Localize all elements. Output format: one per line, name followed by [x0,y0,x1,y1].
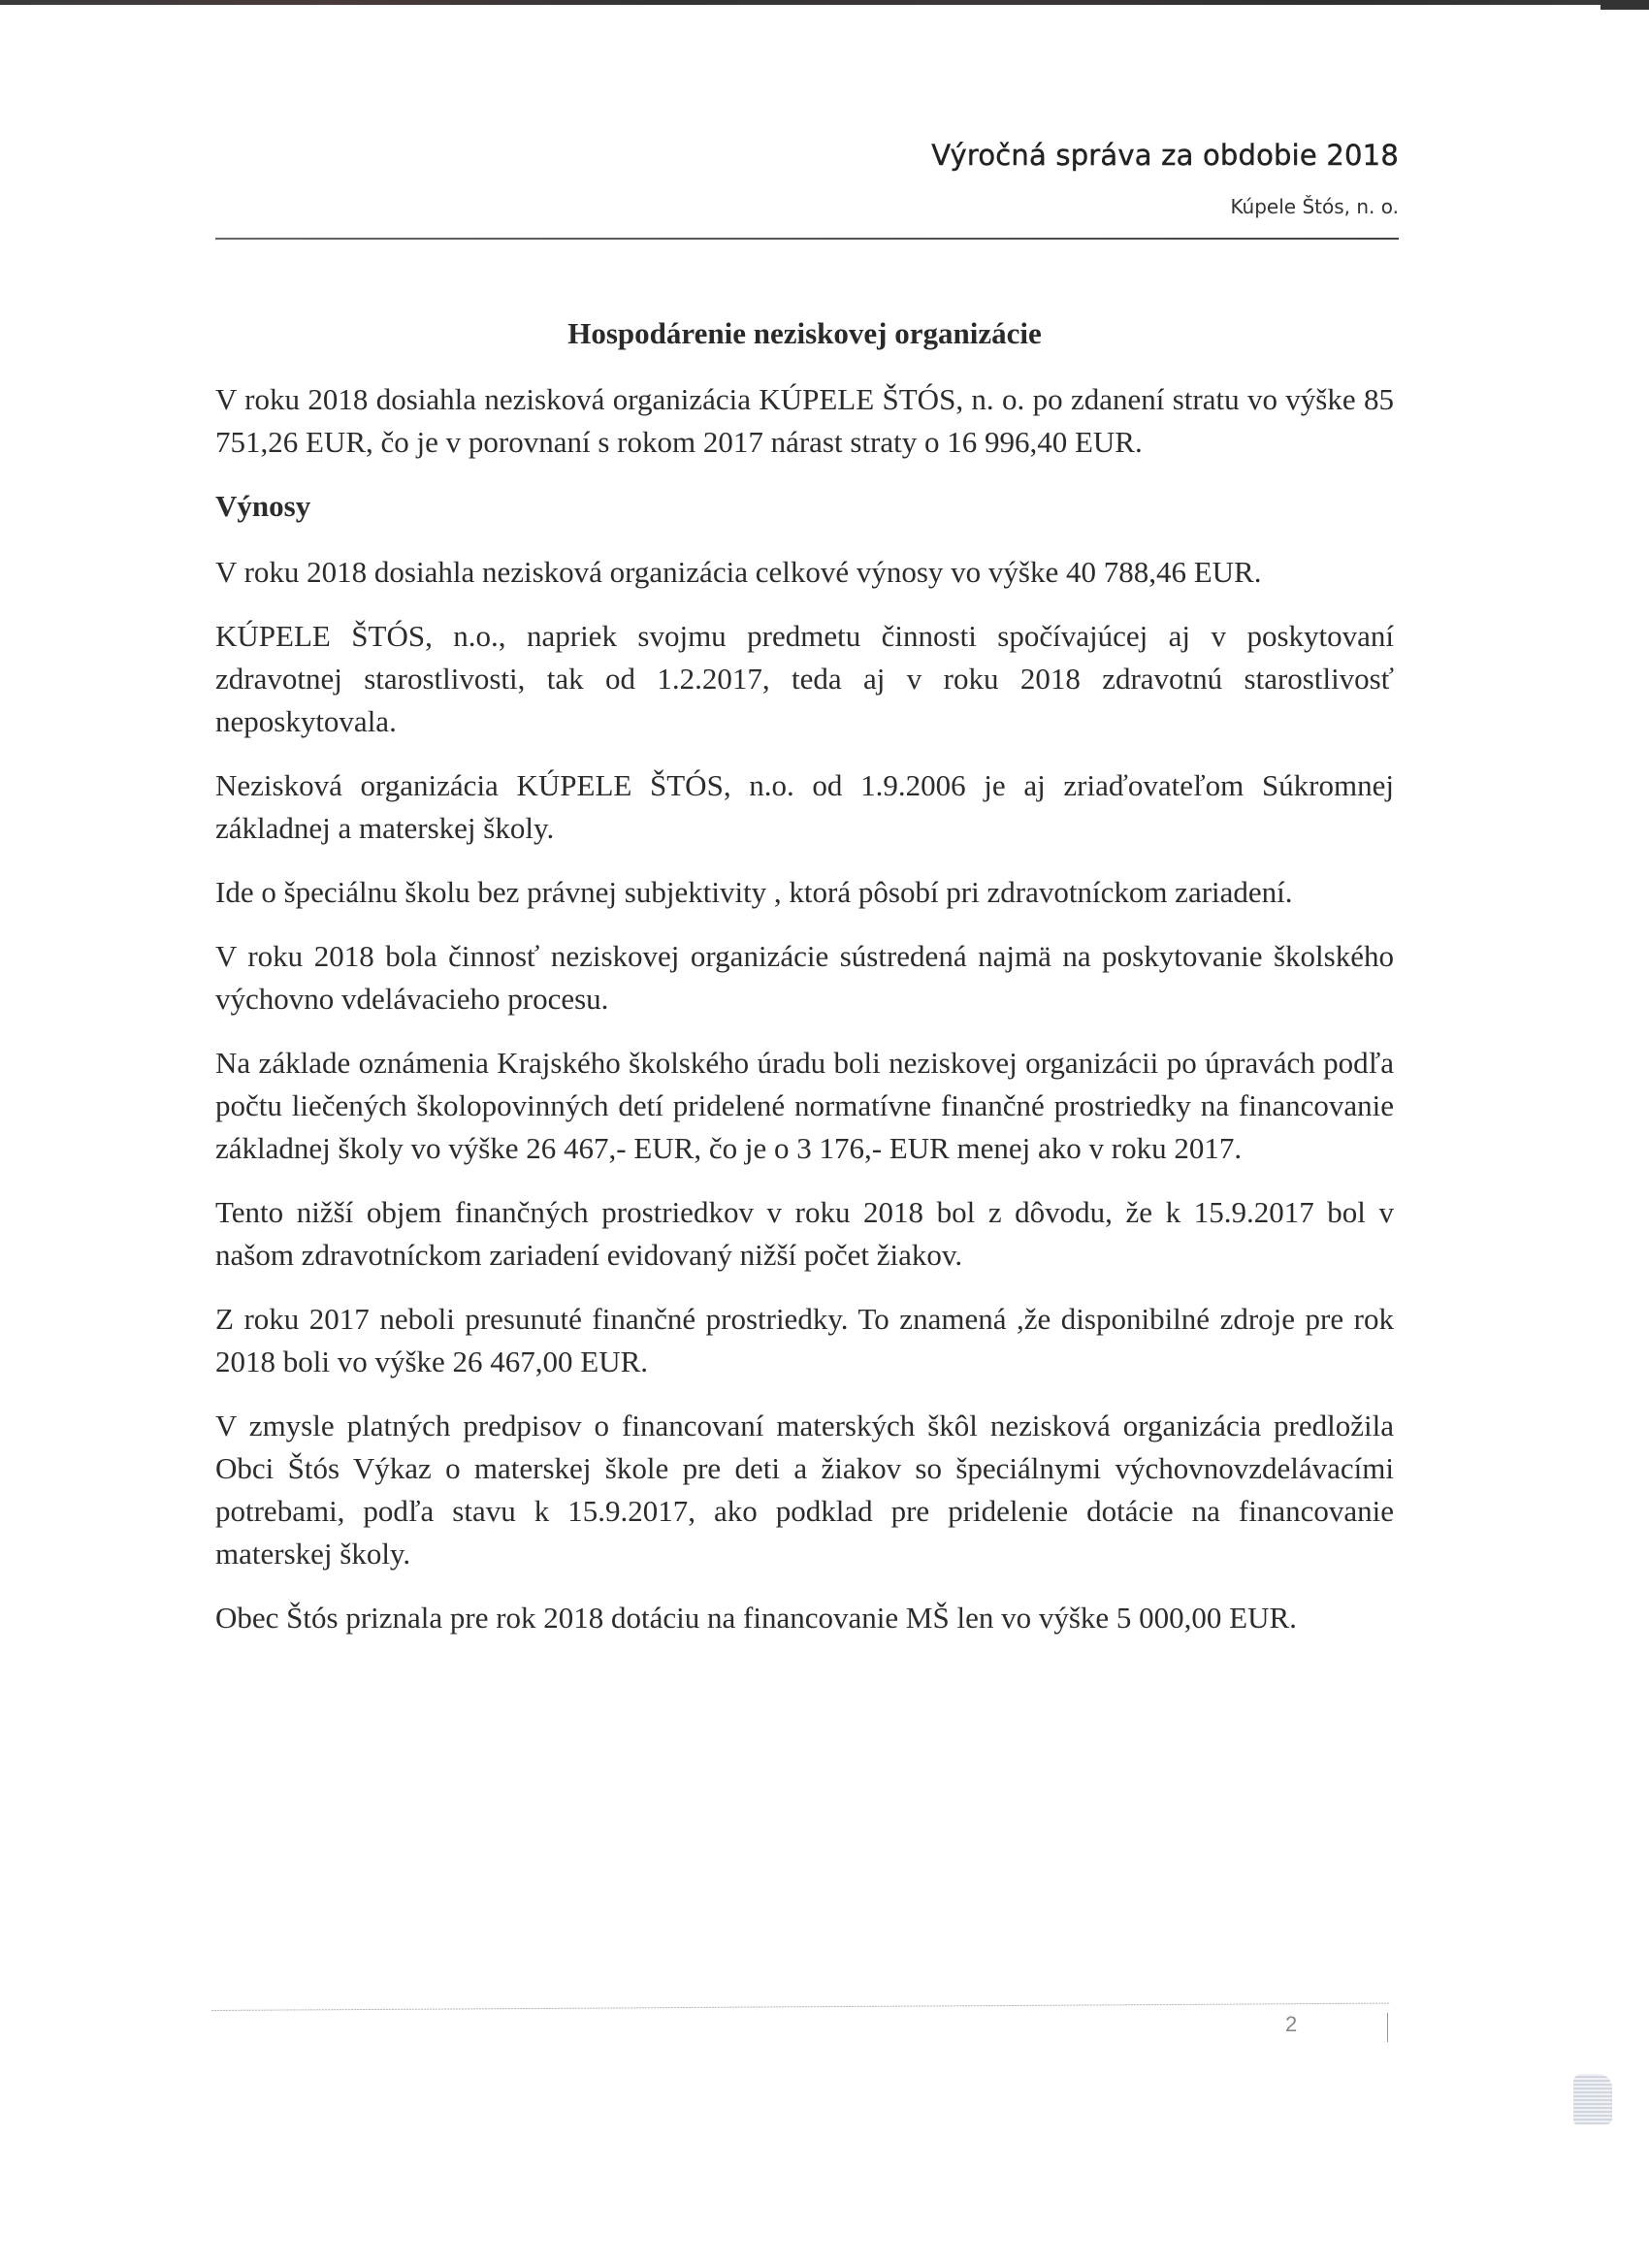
scan-artifact [1573,2074,1612,2124]
paragraph: KÚPELE ŠTÓS, n.o., napriek svojmu predmetu činnosti spočívajúcej aj v poskytovaní zdravotnej starostlivosti, tak od 1.2.2017, teda aj v roku 2018 zdravotnú starostlivosť neposkytovala. [215,619,1394,738]
document-body [215,312,1394,1661]
header-divider [215,238,1399,240]
page-number-bar [1387,2013,1388,2042]
paragraph: V roku 2018 dosiahla nezisková organizácia celkové výnosy vo výške 40 788,46 EUR. [215,555,1262,589]
paragraph: Na základe oznámenia Krajského školského úradu boli neziskovej organizácii po úpravách podľa počtu liečených školopovinných detí pridelené normatívne finančné prostriedky na financovanie základnej školy vo výške 26 467,- EUR, čo je o 3 176,- EUR menej ako v roku 2017. [215,1046,1394,1165]
paragraph: Z roku 2017 neboli presunuté finančné prostriedky. To znamená ,že disponibilné zdroje pre rok 2018 boli vo výške 26 467,00 EUR. [215,1302,1394,1378]
revenues-heading: Výnosy [215,489,311,523]
section-title: Hospodárenie neziskovej organizácie [567,316,1042,350]
report-title: Výročná správa za obdobie 2018 [931,139,1399,172]
page-header [215,136,1399,219]
organization-name: Kúpele Štós, n. o. [1230,195,1399,218]
paragraph: Nezisková organizácia KÚPELE ŠTÓS, n.o. od 1.9.2006 je aj zriaďovateľom Súkromnej základnej a materskej školy. [215,768,1394,845]
intro-paragraph: V roku 2018 dosiahla nezisková organizácia KÚPELE ŠTÓS, n. o. po zdanení stratu vo výške 85 751,26 EUR, čo je v porovnaní s rokom 2017 nárast straty o 16 996,40 EUR. [215,382,1394,459]
scan-corner-mark [1600,0,1649,10]
paragraph: Ide o špeciálnu školu bez právnej subjektivity , ktorá pôsobí pri zdravotníckom zariadení. [215,875,1293,909]
footer-divider [211,2003,1390,2011]
paragraph: Tento nižší objem finančných prostriedkov v roku 2018 bol z dôvodu, že k 15.9.2017 bol v našom zdravotníckom zariadení evidovaný nižší počet žiakov. [215,1195,1394,1272]
paragraph: V roku 2018 bola činnosť neziskovej organizácie sústredená najmä na poskytovanie školského výchovno vdelávacieho procesu. [215,939,1394,1016]
paragraph: Obec Štós priznala pre rok 2018 dotáciu na financovanie MŠ len vo výške 5 000,00 EUR. [215,1601,1297,1635]
paragraph: V zmysle platných predpisov o financovaní materských škôl nezisková organizácia predložila Obci Štós Výkaz o materskej škole pre deti a žiakov so špeciálnymi výchovnovzdelávacími potrebami, podľa stavu k 15.9.2017, ako podklad pre pridelenie dotácie na financovanie materskej školy. [215,1409,1394,1571]
scan-top-edge [0,0,1649,5]
page-number: 2 [1285,2012,1298,2036]
